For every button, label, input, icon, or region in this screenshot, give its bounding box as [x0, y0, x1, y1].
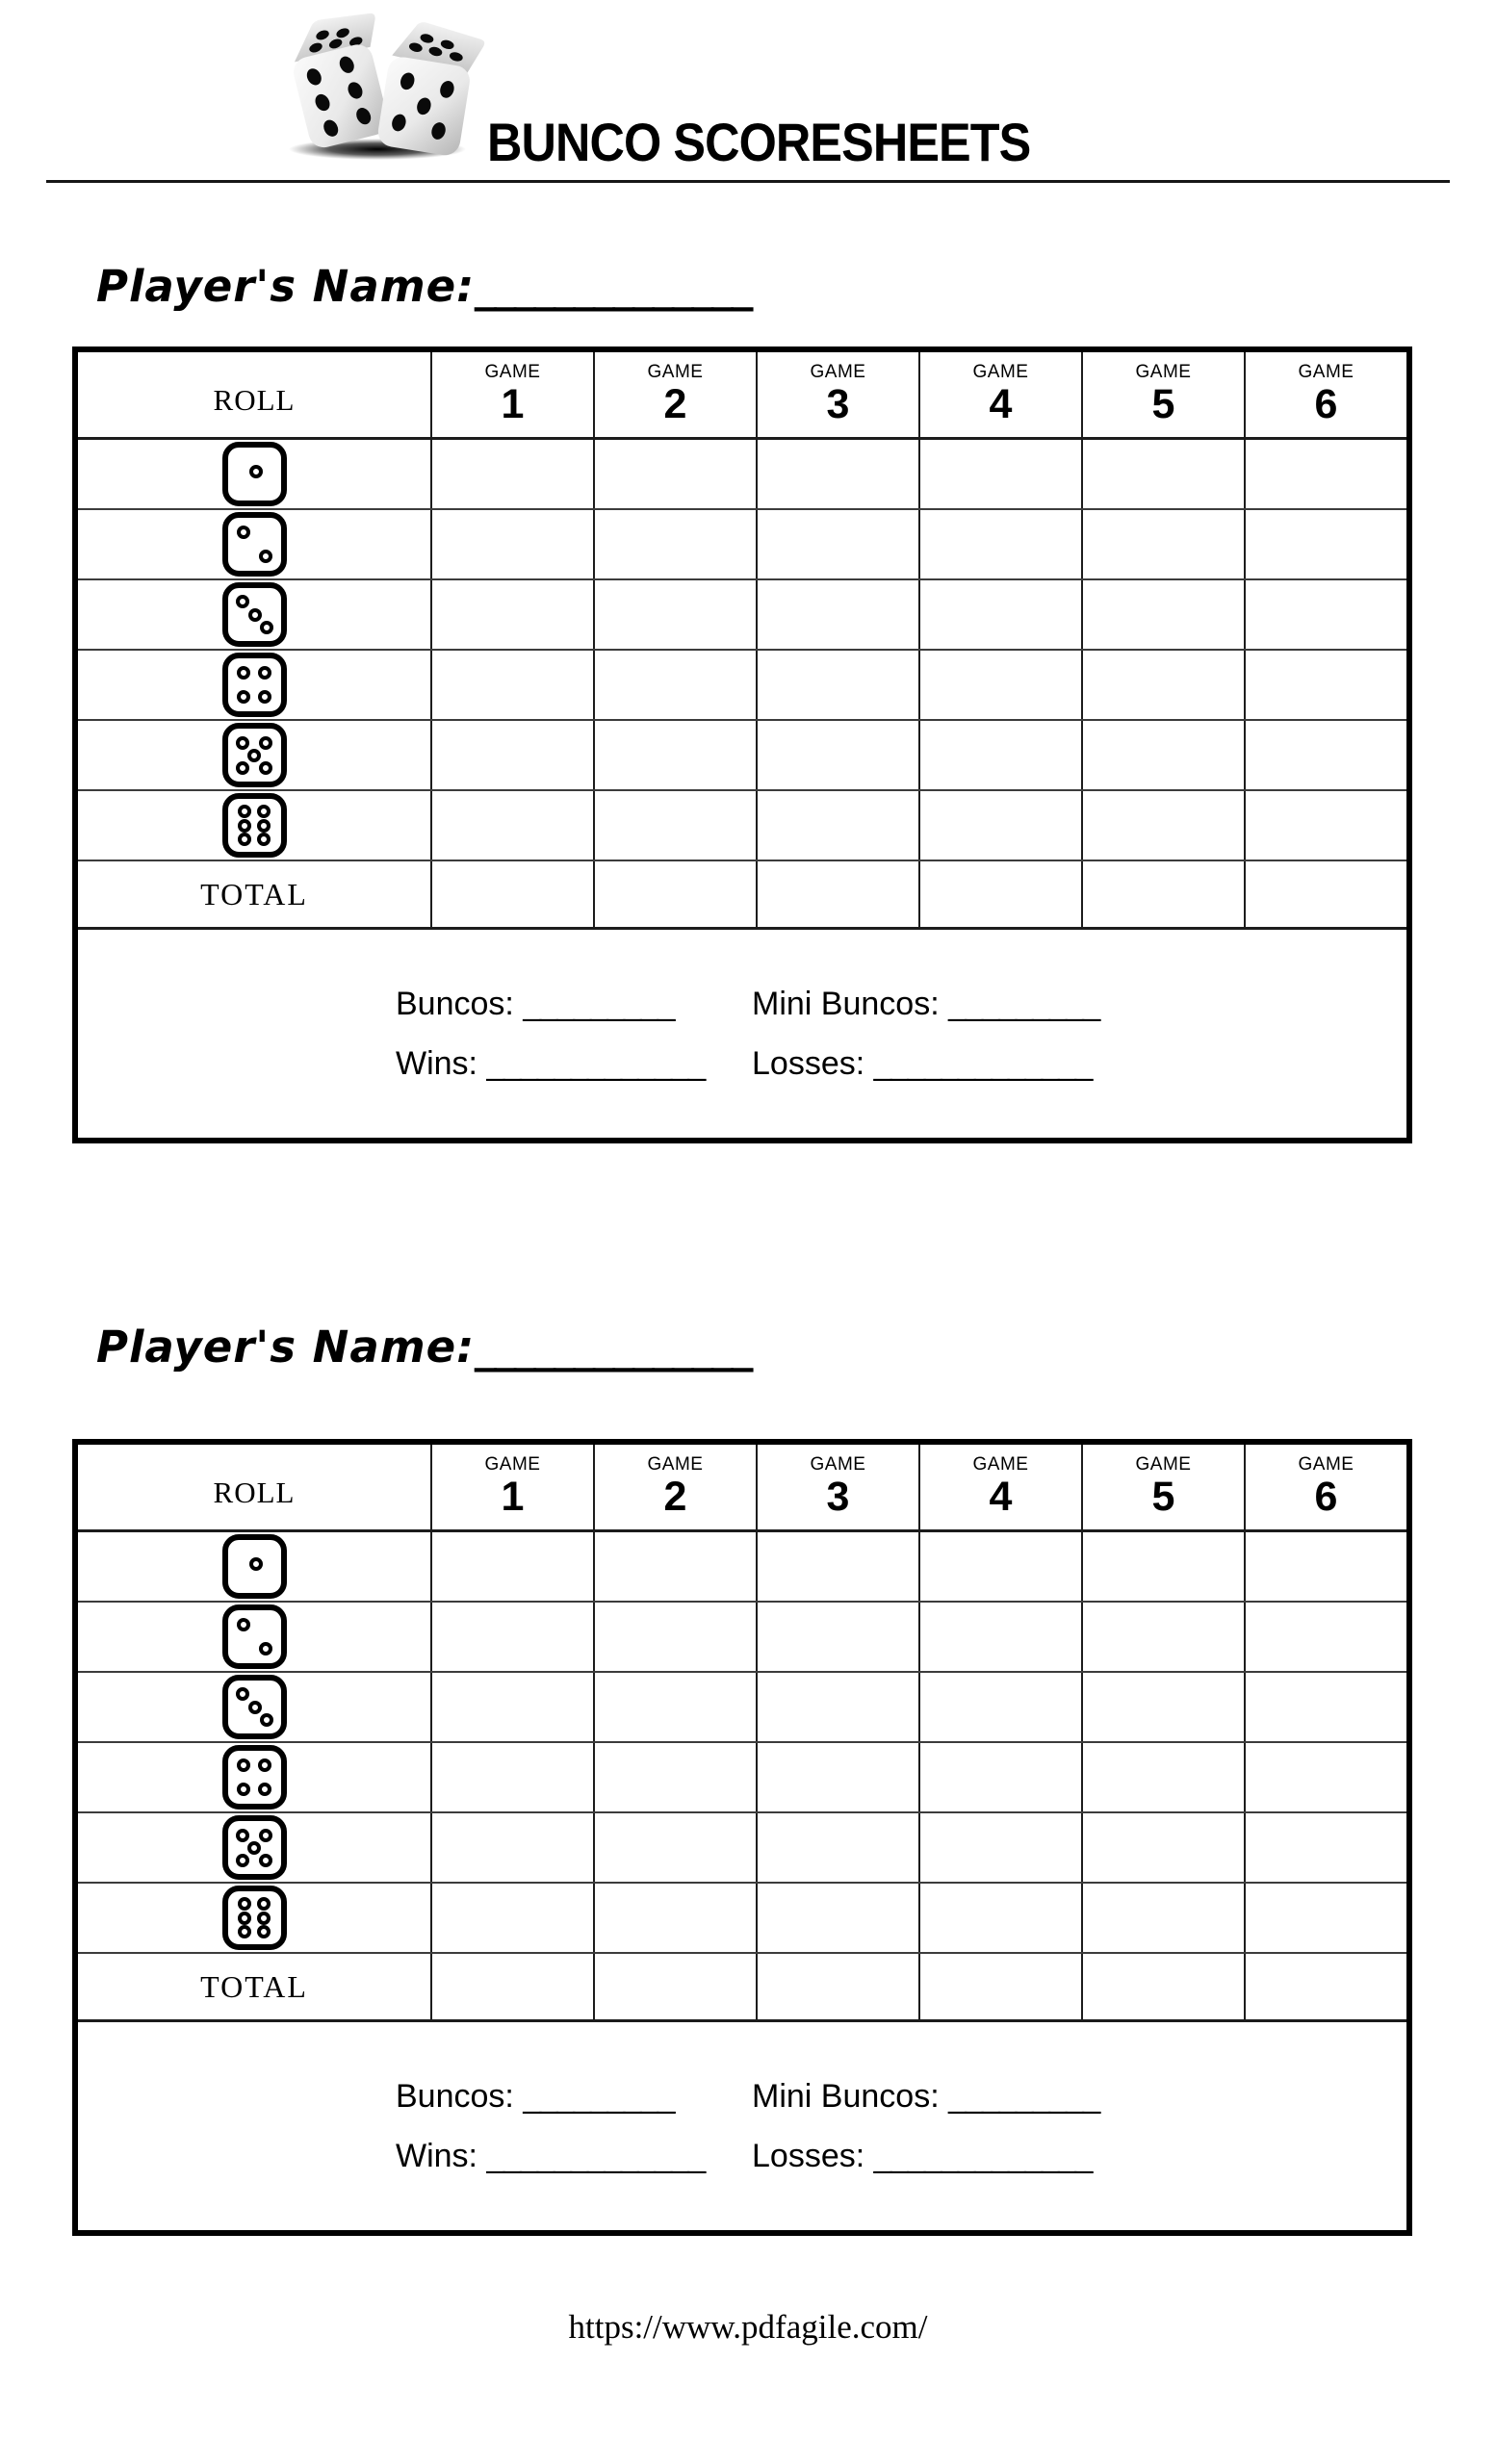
die-face-5-icon	[78, 721, 430, 789]
game-number: 6	[1314, 381, 1338, 427]
score-cell-game5-roll2[interactable]	[1081, 510, 1244, 578]
die-face-4-icon	[78, 1743, 430, 1811]
game-column-header-2	[593, 1445, 756, 1529]
score-cell-game4-roll3[interactable]	[918, 580, 1081, 649]
score-row-roll-6	[78, 1882, 1406, 1952]
mini-buncos-label: Mini Buncos:	[752, 986, 940, 1022]
total-cell-game5[interactable]	[1081, 861, 1244, 927]
score-cell-game5-roll2[interactable]	[1081, 1603, 1244, 1671]
game-word: GAME	[484, 1454, 541, 1475]
score-cell-game1-roll1[interactable]	[430, 440, 593, 508]
score-cell-game6-roll2[interactable]	[1244, 1603, 1406, 1671]
score-cell-game3-roll4[interactable]	[756, 651, 918, 719]
losses-label: Losses:	[752, 1045, 865, 1082]
mini-buncos-blank[interactable]: _________	[948, 2078, 1099, 2115]
wins-label: Wins:	[396, 1045, 477, 1082]
score-cell-game5-roll4[interactable]	[1081, 1743, 1244, 1811]
total-cell-game4[interactable]	[918, 861, 1081, 927]
total-label: TOTAL	[200, 1968, 308, 2004]
score-cell-game3-roll3[interactable]	[756, 1673, 918, 1741]
score-cell-game4-roll1[interactable]	[918, 1532, 1081, 1601]
game-number: 5	[1151, 1474, 1175, 1520]
game-number: 5	[1151, 381, 1175, 427]
total-row	[78, 860, 1406, 930]
score-cell-game4-roll6[interactable]	[918, 791, 1081, 860]
score-cell-game5-roll1[interactable]	[1081, 1532, 1244, 1601]
total-cell-game4[interactable]	[918, 1954, 1081, 2019]
score-cell-game2-roll3[interactable]	[593, 1673, 756, 1741]
score-cell-game1-roll5[interactable]	[430, 721, 593, 789]
score-cell-game5-roll3[interactable]	[1081, 1673, 1244, 1741]
total-row	[78, 1952, 1406, 2022]
game-column-header-5	[1081, 1445, 1244, 1529]
score-cell-game6-roll6[interactable]	[1244, 1884, 1406, 1952]
score-cell-game4-roll4[interactable]	[918, 651, 1081, 719]
total-cell-game6[interactable]	[1244, 1954, 1406, 2019]
losses-blank[interactable]: _____________	[873, 2138, 1092, 2174]
player-name-row	[96, 262, 751, 312]
score-cell-game2-roll1[interactable]	[593, 440, 756, 508]
player-name-label: Player's Name:	[96, 261, 476, 312]
score-cell-game3-roll6[interactable]	[756, 1884, 918, 1952]
game-number: 1	[501, 1474, 525, 1520]
score-row-roll-1	[78, 1532, 1406, 1601]
total-cell-game1[interactable]	[430, 1954, 593, 2019]
score-cell-game1-roll3[interactable]	[430, 580, 593, 649]
game-number: 2	[663, 381, 687, 427]
dice-rows	[78, 440, 1406, 860]
game-word: GAME	[647, 362, 704, 382]
score-cell-game4-roll2[interactable]	[918, 510, 1081, 578]
score-cell-game6-roll1[interactable]	[1244, 1532, 1406, 1601]
score-row-roll-5	[78, 719, 1406, 789]
score-cell-game6-roll6[interactable]	[1244, 791, 1406, 860]
game-column-header-3	[756, 352, 918, 437]
score-cell-game3-roll1[interactable]	[756, 1532, 918, 1601]
score-row-roll-6	[78, 789, 1406, 860]
game-word: GAME	[647, 1454, 704, 1475]
score-row-roll-4	[78, 649, 1406, 719]
die-face-1-icon	[78, 440, 430, 508]
score-cell-game1-roll2[interactable]	[430, 1603, 593, 1671]
losses-blank[interactable]: _____________	[873, 1045, 1092, 1082]
score-cell-game1-roll4[interactable]	[430, 1743, 593, 1811]
game-column-header-1	[430, 1445, 593, 1529]
die-face-5-icon	[78, 1813, 430, 1882]
score-row-roll-3	[78, 578, 1406, 649]
score-cell-game5-roll1[interactable]	[1081, 440, 1244, 508]
buncos-label: Buncos:	[396, 986, 514, 1022]
game-word: GAME	[1298, 1454, 1354, 1475]
game-number: 4	[989, 381, 1013, 427]
score-cell-game6-roll3[interactable]	[1244, 1673, 1406, 1741]
player-name-label: Player's Name:	[96, 1322, 476, 1373]
score-cell-game3-roll5[interactable]	[756, 721, 918, 789]
score-cell-game3-roll3[interactable]	[756, 580, 918, 649]
total-cell-game2[interactable]	[593, 861, 756, 927]
total-cell-game5[interactable]	[1081, 1954, 1244, 2019]
score-table	[72, 1439, 1412, 2236]
game-word: GAME	[810, 362, 866, 382]
buncos-label: Buncos:	[396, 2078, 514, 2115]
score-cell-game6-roll2[interactable]	[1244, 510, 1406, 578]
game-column-header-5	[1081, 352, 1244, 437]
score-cell-game2-roll6[interactable]	[593, 1884, 756, 1952]
game-number: 6	[1314, 1474, 1338, 1520]
score-cell-game1-roll5[interactable]	[430, 1813, 593, 1882]
score-cell-game5-roll5[interactable]	[1081, 721, 1244, 789]
score-cell-game1-roll1[interactable]	[430, 1532, 593, 1601]
score-cell-game2-roll4[interactable]	[593, 1743, 756, 1811]
score-cell-game2-roll5[interactable]	[593, 721, 756, 789]
score-row-roll-1	[78, 440, 1406, 508]
losses-label: Losses:	[752, 2138, 865, 2174]
game-column-header-3	[756, 1445, 918, 1529]
stats-area	[78, 930, 1406, 1138]
score-cell-game4-roll2[interactable]	[918, 1603, 1081, 1671]
wins-blank[interactable]: _____________	[486, 2138, 705, 2174]
score-cell-game5-roll3[interactable]	[1081, 580, 1244, 649]
score-cell-game4-roll5[interactable]	[918, 721, 1081, 789]
score-cell-game3-roll5[interactable]	[756, 1813, 918, 1882]
page-title: BUNCO SCORESHEETS	[487, 112, 1031, 172]
total-cell-game3[interactable]	[756, 861, 918, 927]
footer-url[interactable]: https://www.pdfagile.com/	[568, 2308, 928, 2346]
score-cell-game5-roll6[interactable]	[1081, 1884, 1244, 1952]
player-name-blank[interactable]: ______________	[475, 261, 752, 312]
score-cell-game1-roll4[interactable]	[430, 651, 593, 719]
score-cell-game1-roll6[interactable]	[430, 791, 593, 860]
mini-buncos-label: Mini Buncos:	[752, 2078, 940, 2115]
game-number: 4	[989, 1474, 1013, 1520]
roll-column-header: ROLL	[213, 383, 296, 417]
dice-logo	[283, 8, 489, 162]
wins-label: Wins:	[396, 2138, 477, 2174]
table-header-row	[78, 352, 1406, 440]
total-label: TOTAL	[200, 876, 308, 911]
die-face-3-icon	[78, 1673, 430, 1741]
score-cell-game5-roll6[interactable]	[1081, 791, 1244, 860]
score-cell-game3-roll1[interactable]	[756, 440, 918, 508]
game-word: GAME	[810, 1454, 866, 1475]
score-cell-game6-roll3[interactable]	[1244, 580, 1406, 649]
score-cell-game3-roll2[interactable]	[756, 510, 918, 578]
die-face-1-icon	[78, 1532, 430, 1601]
game-word: GAME	[1135, 362, 1192, 382]
die-face-6-icon	[78, 1884, 430, 1952]
stats-area	[78, 2022, 1406, 2230]
score-cell-game4-roll6[interactable]	[918, 1884, 1081, 1952]
score-cell-game6-roll5[interactable]	[1244, 721, 1406, 789]
total-cell-game6[interactable]	[1244, 861, 1406, 927]
score-cell-game6-roll5[interactable]	[1244, 1813, 1406, 1882]
dice-rows	[78, 1532, 1406, 1952]
score-cell-game3-roll4[interactable]	[756, 1743, 918, 1811]
score-cell-game1-roll6[interactable]	[430, 1884, 593, 1952]
wins-blank[interactable]: _____________	[486, 1045, 705, 1082]
score-cell-game1-roll2[interactable]	[430, 510, 593, 578]
game-number: 3	[826, 381, 850, 427]
total-cell-game2[interactable]	[593, 1954, 756, 2019]
score-row-roll-4	[78, 1741, 1406, 1811]
game-word: GAME	[972, 1454, 1029, 1475]
game-column-header-4	[918, 1445, 1081, 1529]
score-cell-game4-roll4[interactable]	[918, 1743, 1081, 1811]
total-cell-game3[interactable]	[756, 1954, 918, 2019]
die-face-2-icon	[78, 1603, 430, 1671]
game-number: 1	[501, 381, 525, 427]
score-cell-game4-roll1[interactable]	[918, 440, 1081, 508]
die-face-4-icon	[78, 651, 430, 719]
score-table	[72, 346, 1412, 1143]
score-cell-game2-roll2[interactable]	[593, 510, 756, 578]
player-name-blank[interactable]: ______________	[475, 1322, 752, 1373]
player-name-row	[96, 1322, 751, 1373]
game-column-header-6	[1244, 1445, 1406, 1529]
score-cell-game5-roll5[interactable]	[1081, 1813, 1244, 1882]
game-number: 3	[826, 1474, 850, 1520]
score-cell-game3-roll6[interactable]	[756, 791, 918, 860]
table-header-row	[78, 1445, 1406, 1532]
score-cell-game2-roll5[interactable]	[593, 1813, 756, 1882]
game-column-header-6	[1244, 352, 1406, 437]
score-cell-game2-roll1[interactable]	[593, 1532, 756, 1601]
score-row-roll-3	[78, 1671, 1406, 1741]
score-cell-game4-roll5[interactable]	[918, 1813, 1081, 1882]
die-face-2-icon	[78, 510, 430, 578]
footer	[0, 2308, 1496, 2347]
roll-column-header: ROLL	[213, 1476, 296, 1509]
score-row-roll-2	[78, 1601, 1406, 1671]
game-word: GAME	[1135, 1454, 1192, 1475]
game-word: GAME	[484, 362, 541, 382]
score-cell-game6-roll1[interactable]	[1244, 440, 1406, 508]
score-cell-game1-roll3[interactable]	[430, 1673, 593, 1741]
game-column-header-2	[593, 352, 756, 437]
game-number: 2	[663, 1474, 687, 1520]
score-cell-game2-roll3[interactable]	[593, 580, 756, 649]
total-cell-game1[interactable]	[430, 861, 593, 927]
die-face-6-icon	[78, 791, 430, 860]
score-cell-game3-roll2[interactable]	[756, 1603, 918, 1671]
score-cell-game6-roll4[interactable]	[1244, 651, 1406, 719]
score-row-roll-2	[78, 508, 1406, 578]
game-column-header-1	[430, 352, 593, 437]
mini-buncos-blank[interactable]: _________	[948, 986, 1099, 1022]
score-row-roll-5	[78, 1811, 1406, 1882]
score-cell-game6-roll4[interactable]	[1244, 1743, 1406, 1811]
game-word: GAME	[1298, 362, 1354, 382]
buncos-blank[interactable]: _________	[523, 2078, 674, 2115]
buncos-blank[interactable]: _________	[523, 986, 674, 1022]
score-cell-game5-roll4[interactable]	[1081, 651, 1244, 719]
game-column-header-4	[918, 352, 1081, 437]
score-cell-game4-roll3[interactable]	[918, 1673, 1081, 1741]
die-face-3-icon	[78, 580, 430, 649]
score-cell-game2-roll4[interactable]	[593, 651, 756, 719]
score-cell-game2-roll2[interactable]	[593, 1603, 756, 1671]
score-cell-game2-roll6[interactable]	[593, 791, 756, 860]
game-word: GAME	[972, 362, 1029, 382]
header-divider	[46, 180, 1450, 183]
